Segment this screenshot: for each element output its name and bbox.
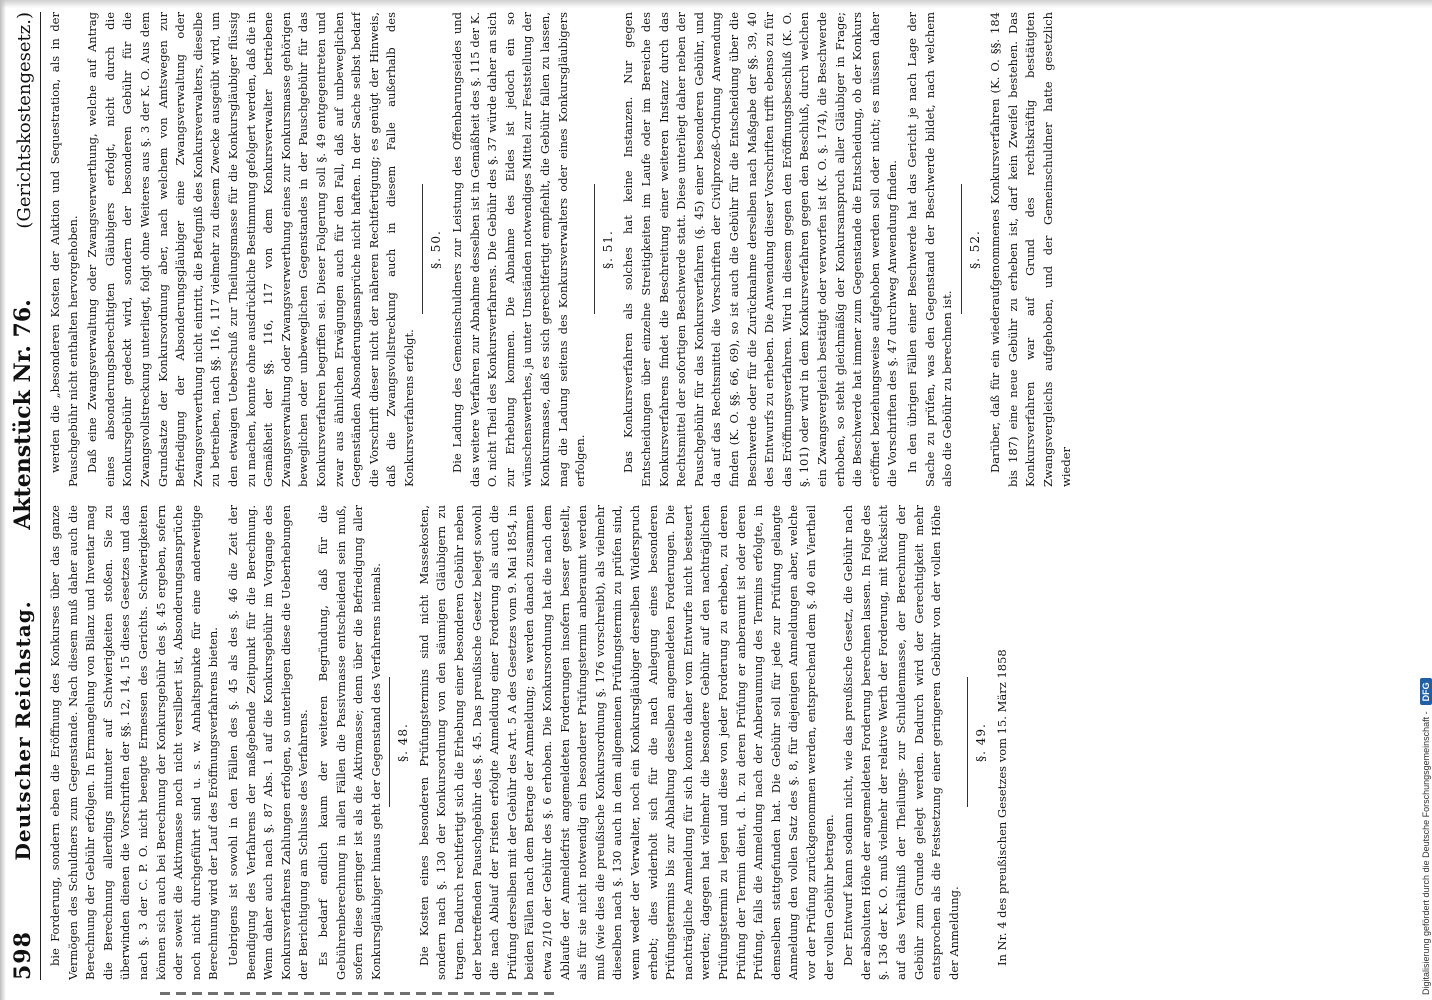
section-divider <box>422 185 423 315</box>
section-heading: §. 51. <box>600 230 615 269</box>
section-divider <box>594 185 595 315</box>
paragraph: Die Kosten eines besonderen Prüfungstermins sind nicht Massekosten, sondern nach §. 130 der Konkursordnung von den säumigen Gläubigern zu tragen. Dadurch rechtfertigt sich die Erhebung einer besonderen Gebühr neben der betreffenden Pauschgebühr des §. 45. Das preußische Gesetz belegt sowohl die nach Ablauf der Fristen erfolgte Anmeldung einer Forderung als auch die Prüfung derselben mit der Gebühr des Art. 5 A des Gesetzes vom 9. Mai 1854, in beiden Fällen nach dem Betrage der Anmeldung; es werden danach zusammen etwa 2/10 der Gebühr des §. 6 erhoben. Die Konkursordnung hat die nach dem Ablaufe der Anmeldefrist angemeldeten Forderungen insofern besser gestellt, als für sie nicht notwendig ein besonderer Prüfungstermin anberaumt werden muß (wie dies die preußische Konkursordnung §. 176 vorschreibt), als vielmehr dieselben nach §. 130 auch in dem allgemeinen Prüfungstermin zu prüfen sind, wenn weder der Verwalter, noch ein Konkursgläubiger derselben Widerspruch erhebt; dies widerholt sich für die nach Anlegung eines besonderen Prüfungstermins bis zur Abhaltung desselben angemeldeten Forderungen. Die nachträgliche Anmeldung für sich konnte daher vom Entwurfe nicht besteuert werden; dagegen hat vielmehr die besondere Gebühr auf den nachträglichen Prüfungstermin zu legen und diese von jeder Forderung zu erheben, zu deren Prüfung der Termin dient, d. h. zu deren Prüfung er anberaumt ist oder deren Prüfung, falls die Anmeldung nach der Anberaumung des Termins erfolgte, in demselben stattgefunden hat. Die Gebühr soll für jede zur Prüfung gelangte Anmeldung den vollen Satz des §. 8, für diejenigen Anmeldungen aber, welche vor der Prüfung zurückgenommen werden, entsprechend dem §. 40 ein Viertheil der vollen Gebühr betragen. <box>416 505 836 980</box>
section-divider <box>389 678 390 808</box>
section-divider <box>967 678 968 808</box>
text-columns <box>47 12 1377 980</box>
law-title: (Gerichtskostengesetz.) <box>14 12 35 229</box>
section-heading: §. 50. <box>429 230 444 269</box>
paragraph: bie Forderung, sondern eben die Eröffnung des Konkurses über das ganze Vermögen des Schuldners zum Gegenstande. Nach diesem muß daher auch die Berechnung der Gebühr erfolgen. In Ermangelung von Bilanz und Inventar mag die Berechnung allerdings mitunter auf Schwierigkeiten stoßen. Sie zu überwinden dienen die Vorschriften der §§. 12, 14, 15 dieses Gesetzes und das nach §. 3 der C. P. O. nicht beengte Ermessen des Gerichts. Schwierigkeiten können sich auch bei Berechnung der Konkursgebühr des §. 45 ergeben, sofern oder soweit die Aktivmasse noch nicht versilbert ist, Absonderungsansprüche noch nicht durchgeführt sind u. s. w. Anhaltspunkte für eine anderweitige Berechnung wird der Lauf des Eröffnungsverfahrens bieten. <box>48 505 221 980</box>
paragraph: Darüber, daß für ein wiederaufgenommenes Konkursverfahren (K. O. §§. 184 bis 187) eine neue Gebühr zu erheben ist, darf kein Zweifel bestehen. Das Konkursverfahren war auf Grund des rechtskräftig bestätigten Zwangsvergleichs aufgehoben, und der Gemeinschuldner hatte gesetzlich wieder <box>988 12 1073 487</box>
paragraph: Daß eine Zwangsverwaltung oder Zwangsverwerthung, welche auf Antrag eines absonderungsberechtigten Gläubigers erfolgt, nicht durch die Konkursgebühr gedeckt wird, sondern der besonderen Gebühr für die Zwangsvollstreckung unterliegt, folgt ohne Weiteres aus §. 3 der K. O. Aus dem Grundsatze der Konkursordnung aber, nach welchem von Amtswegen zur Befriedigung der Absonderungsgläubiger eine Zwangsverwaltung oder Zwangsverwerthung nicht eintritt, die Befugniß des Konkursverwalters, dieselbe zu betreiben, nach §§. 116, 117 vielmehr zu diesem Zwecke ausgeübt wird, um den etwaigen Ueberschuß zur Theilungsmasse für die Konkursgläubiger flüssig zu machen, konnte ohne ausdrückliche Bestimmung gefolgert werden, daß die in Gemäßheit der §§. 116, 117 von dem Konkursverwalter betriebene Zwangsverwaltung oder Zwangsverwerthung eines zur Konkursmasse gehörigen beweglichen oder unbeweglichen Gegenstandes in der Pauschgebühr für das Konkursverfahren begriffen sei. Dieser Folgerung soll §. 49 entgegentreten und zwar aus ähnlichen Erwägungen auch für den Fall, daß auf unbeweglichen Gegenständen Absonderungsansprüche nicht haften. In der Sache selbst bedarf die Vorschrift dieser nicht der näheren Rechtfertigung; es genügt der Hinweis, daß die Zwangsvollstreckung auch in diesem Falle außerhalb des Konkursverfahrens erfolgt. <box>85 12 416 487</box>
dfg-logo: DFG <box>1420 678 1432 705</box>
section-heading: §. 49. <box>974 723 989 762</box>
paragraph: Die Ladung des Gemeinschuldners zur Leistung des Offenbarungseides und das weitere Verfahren zur Abnahme desselben ist in Gemäßheit des §. 115 der K. O. nicht Theil des Konkursverfahrens. Die Gebühr des §. 37 würde daher an sich zur Erhebung kommen. Die Abnahme des Eides ist jedoch ein so wünschenswerthes, ja unter Umständen notwendiges Mittel zur Feststellung der Konkursmasse, daß es sich gerechtfertigt empfiehlt, die Gebühr fallen zu lassen, mag die Ladung seitens des Konkursverwalters oder eines Konkursgläubigers erfolgen. <box>450 12 588 487</box>
paragraph: Uebrigens ist sowohl in den Fällen des §. 45 als des §. 46 die Zeit der Beendigung des Verfahrens der maßgebende Zeitpunkt für die Berechnung. Wenn daher auch nach §. 87 Abs. 1 auf die Konkursgebühr im Vorgange des Konkursverfahrens Zahlungen erfolgen, so unterliegen diese die Ueberhebungen der Berichtigung am Schlusse des Verfahrens. <box>225 505 311 980</box>
page-header <box>10 12 41 980</box>
section-heading: §. 52. <box>967 230 982 269</box>
paragraph: Der Entwurf kann sodann nicht, wie das preußische Gesetz, die Gebühr nach der absoluten Höhe der angemeldeten Forderung berechnen lassen. In Folge des §. 136 der K. O. muß vielmehr der relative Werth der Forderung, mit Rücksicht auf das Verhältniß der Theilungs- zur Schuldenmasse, der Berechnung der Gebühr zum Grunde gelegt werden. Dadurch wird der Gerechtigkeit mehr entsprochen als die Festsetzung einer geringeren Gebühr von der vollen Höhe der Anmeldung. <box>841 505 961 980</box>
paragraph: In den übrigen Fällen einer Beschwerde hat das Gericht je nach Lage der Sache zu prüfen, was den Gegenstand der Beschwerde bildet, nach welchem also die Gebühr zu berechnen ist. <box>904 12 955 487</box>
paragraph: werden die „besonderen Kosten der Auktion und Sequestration, als in der Pauschgebühr nicht enthalten hervorgehoben. <box>48 12 80 487</box>
section-heading: §. 48. <box>396 723 411 762</box>
page-number: 598 <box>10 931 36 980</box>
paragraph: Das Konkursverfahren als solches hat keine Instanzen. Nur gegen Entscheidungen über einzelne Streitigkeiten im Laufe oder im Bereiche des Konkursverfahrens findet die Beschreitung einer weiteren Instanz durch das Rechtsmittel der sofortigen Beschwerde statt. Diese unterliegt daher neben der Pauschgebühr für das Konkursverfahren (§. 45) einer besonderen Gebühr, und da auf das Rechtsmittel die Vorschriften der Civilprozeß-Ordnung Anwendung finden (K. O. §§. 66, 69), so ist auch die Gebühr für die Entscheidung über die Beschwerde oder für die Zurücknahme derselben nach Maßgabe der §§. 39, 40 des Entwurfs zu erheben. Die Anwendung dieser Vorschriften trifft ebenso zu für das Eröffnungsverfahren. Wird in diesem gegen den Eröffnungsbeschluß (K. O. §. 101) oder wird in dem Konkursverfahren gegen den Beschluß, durch welchen ein Zwangsvergleich bestätigt oder verworfen ist (K. O. §. 174), die Beschwerde erhoben, so steht gleichmäßig der Konkursanspruch aller Gläubiger in Frage; die Beschwerde hat immer zum Gegenstande die Entscheidung, ob der Konkurs eröffnet beziehungsweise aufgehoben werden soll oder nicht; es müssen daher die Vorschriften des §. 47 durchweg Anwendung finden. <box>621 12 900 487</box>
scan-artifact-dashes <box>160 992 560 995</box>
publication-title: Deutscher Reichstag. <box>11 600 35 861</box>
digitization-credit <box>1420 678 1432 995</box>
paragraph: Es bedarf endlich kaum der weiteren Begründung, daß für die Gebührenberechnung in allen Fällen die Passivmasse entscheidend sein muß, sofern diese geringer ist als die Aktivmasse; denn über die Befriedigung aller Konkursgläubiger hinaus geht der Gegenstand des Verfahrens niemals. <box>315 505 383 980</box>
section-divider <box>961 185 962 315</box>
credit-text: Digitalisierung gefördert durch die Deutsche Forschungsgemeinschaft - <box>1421 711 1431 995</box>
right-column <box>47 12 1377 487</box>
document-reference: Aktenstück Nr. 76. <box>10 299 36 530</box>
left-column <box>47 505 1377 980</box>
paragraph: In Nr. 4 des preußischen Gesetzes vom 15. März 1858 <box>994 649 1009 966</box>
